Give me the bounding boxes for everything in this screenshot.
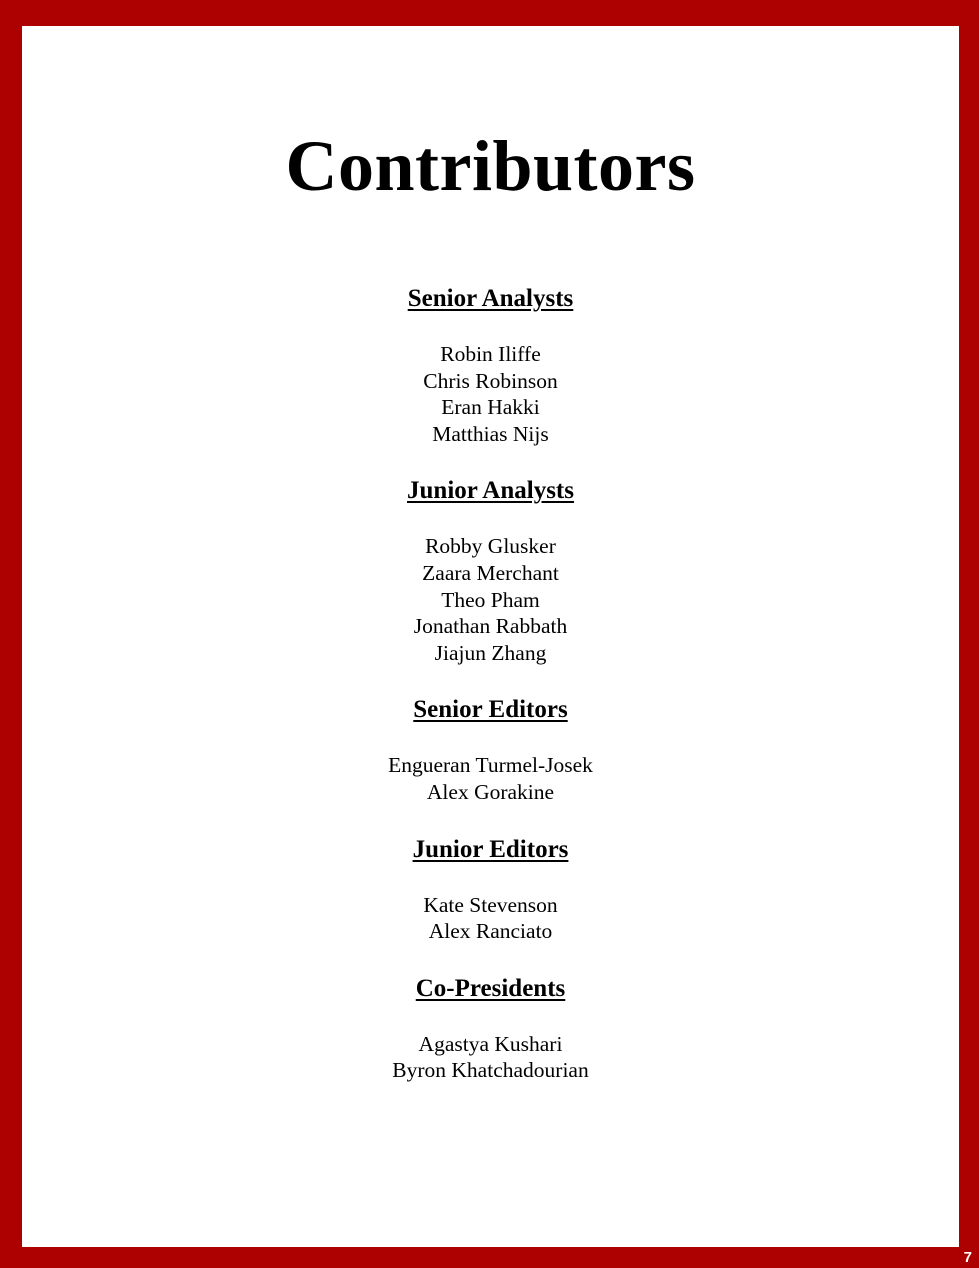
contributor-name: Matthias Nijs [432,421,549,446]
name-list [22,533,959,666]
section-junior-analysts [22,475,959,666]
contributor-name: Zaara Merchant [422,560,559,585]
contributor-name: Eran Hakki [441,395,540,420]
section-senior-analysts [22,283,959,447]
page [22,26,959,1247]
contributor-name: Byron Khatchadourian [392,1058,589,1083]
section-heading: Senior Editors [413,696,568,724]
contributor-name: Jiajun Zhang [434,640,547,665]
contributor-name: Alex Gorakine [426,779,555,804]
section-junior-editors [22,834,959,945]
section-senior-editors [22,694,959,805]
section-heading: Co-Presidents [415,974,566,1002]
section-heading: Junior Analysts [407,477,574,505]
name-list [22,892,959,945]
page-title: Contributors [285,126,696,206]
section-heading: Junior Editors [412,835,569,863]
contributor-sections [22,283,959,1112]
page-number: 7 [963,1249,972,1266]
contributor-name: Kate Stevenson [423,892,558,917]
contributor-name: Robby Glusker [425,534,556,559]
section-heading: Senior Analysts [407,285,574,312]
contributor-name: Alex Ranciato [428,919,553,944]
section-co-presidents [22,973,959,1084]
name-list [22,341,959,447]
contributor-name: Agastya Kushari [418,1031,563,1056]
name-list [22,1031,959,1084]
name-list [22,752,959,805]
contributor-name: Jonathan Rabbath [413,614,568,639]
contributor-name: Chris Robinson [423,368,558,393]
contributor-name: Theo Pham [441,587,540,612]
contributor-name: Robin Iliffe [440,342,541,366]
contributor-name: Engueran Turmel-Josek [388,753,593,778]
